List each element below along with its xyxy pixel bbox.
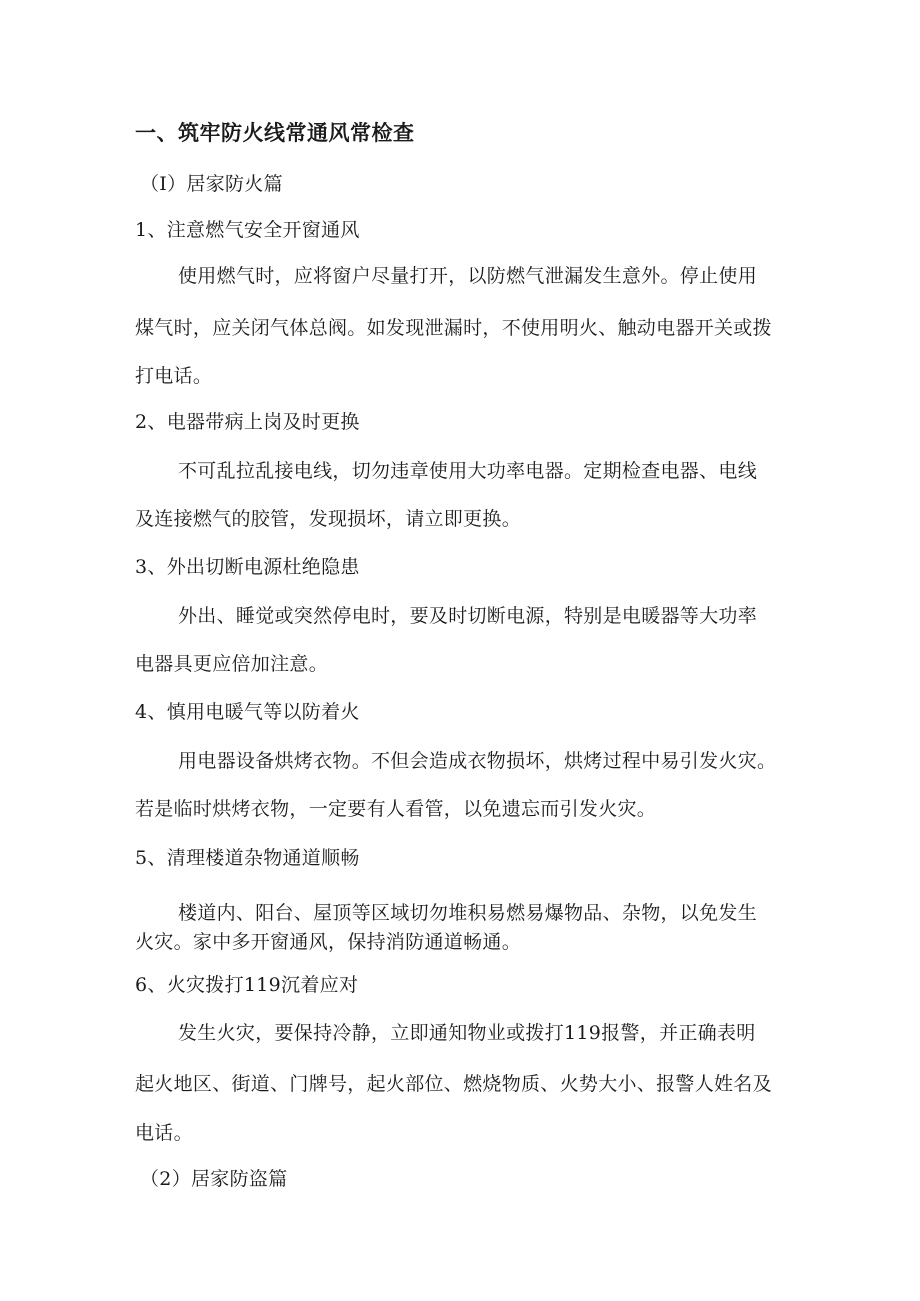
- item-heading-1: 1、注意燃气安全开窗通风: [135, 219, 360, 241]
- paragraph-line: 使用燃气时，应将窗户尽量打开，以防燃气泄漏发生意外。停止使用: [178, 265, 758, 287]
- document-title: 一、筑牢防火线常通风常检查: [135, 121, 415, 145]
- paragraph-line: 电话。: [135, 1122, 193, 1144]
- paragraph-line: 若是临时烘烤衣物，一定要有人看管，以免遗忘而引发火灾。: [135, 798, 657, 820]
- item-heading-5: 5、清理楼道杂物通道顺畅: [135, 847, 360, 869]
- item-heading-2: 2、电器带病上岗及时更换: [135, 411, 360, 433]
- paragraph-line: 煤气时，应关闭气体总阀。如发现泄漏时，不使用明火、触动电器开关或拨: [135, 317, 772, 339]
- paragraph-line: 电器具更应倍加注意。: [135, 653, 329, 675]
- paragraph-line: 火灾。家中多开窗通风，保持消防通道畅通。: [135, 931, 522, 953]
- paragraph-line: 起火地区、街道、门牌号，起火部位、燃烧物质、火势大小、报警人姓名及: [135, 1073, 772, 1095]
- item-heading-6: 6、火灾拨打119沉着应对: [135, 974, 359, 996]
- paragraph-line: 发生火灾，要保持冷静，立即通知物业或拨打119报警，并正确表明: [178, 1022, 756, 1044]
- section-heading-fire: （I）居家防火篇: [140, 173, 283, 195]
- paragraph-line: 打电话。: [135, 365, 213, 387]
- item-heading-3: 3、外出切断电源杜绝隐患: [135, 556, 360, 578]
- paragraph-line: 用电器设备烘烤衣物。不但会造成衣物损坏，烘烤过程中易引发火灾。: [178, 750, 777, 772]
- paragraph-line: 不可乱拉乱接电线，切勿违章使用大功率电器。定期检查电器、电线: [178, 460, 758, 482]
- section-heading-theft: （2）居家防盗篇: [140, 1168, 288, 1190]
- item-heading-4: 4、慎用电暖气等以防着火: [135, 701, 360, 723]
- paragraph-line: 楼道内、阳台、屋顶等区域切勿堆积易燃易爆物品、杂物，以免发生: [178, 902, 758, 924]
- paragraph-line: 外出、睡觉或突然停电时，要及时切断电源，特别是电暖器等大功率: [178, 605, 758, 627]
- paragraph-line: 及连接燃气的胶管，发现损坏，请立即更换。: [135, 508, 522, 530]
